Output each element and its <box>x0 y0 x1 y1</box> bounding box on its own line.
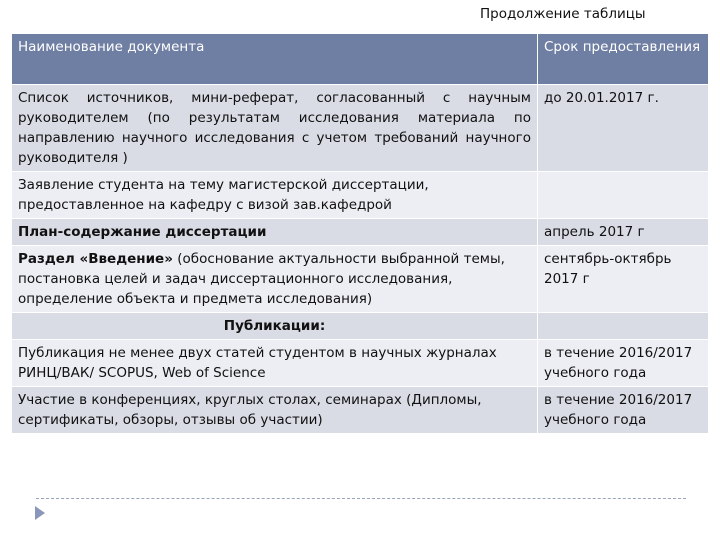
header-deadline: Срок предоставления <box>538 34 709 85</box>
deadline: в течение 2016/2017 учебного года <box>538 387 709 434</box>
arrow-icon <box>35 506 45 520</box>
document-name <box>12 246 538 313</box>
header-document-name: Наименование документа <box>12 34 538 85</box>
table-row <box>12 387 709 434</box>
document-name-bold: Раздел «Введение» <box>18 251 173 267</box>
table-row <box>12 219 709 246</box>
table-row <box>12 246 709 313</box>
deadline: в течение 2016/2017 учебного года <box>538 340 709 387</box>
document-name: Заявление студента на тему магистерской диссертации, предоставленное на кафедру с визой зав.кафедрой <box>12 172 538 219</box>
deadline: сентябрь-октябрь 2017 г <box>538 246 709 313</box>
deadline: до 20.01.2017 г. <box>538 85 709 172</box>
table-caption: Продолжение таблицы <box>480 6 646 22</box>
document-name: Список источников, мини-реферат, согласованный с научным руководителем (по результатам исследования материала по направлению научного исследования с учетом требований научного руководителя ) <box>12 85 538 172</box>
section-title: Публикации: <box>12 313 538 340</box>
document-name: План-содержание диссертации <box>12 219 538 246</box>
document-name-rest: (обоснование актуальности выбранной темы, постановка целей и задач диссертационного исследования, определение объекта и предмета исследования) <box>18 251 505 307</box>
footer-divider <box>36 498 686 499</box>
documents-table <box>11 33 709 434</box>
deadline <box>538 172 709 219</box>
document-name: Участие в конференциях, круглых столах, семинарах (Дипломы, сертификаты, обзоры, отзывы об участии) <box>12 387 538 434</box>
section-row <box>12 313 709 340</box>
document-name: Публикация не менее двух статей студентом в научных журналах РИНЦ/ВАК/ SCOPUS, Web of Science <box>12 340 538 387</box>
deadline: апрель 2017 г <box>538 219 709 246</box>
table-row <box>12 172 709 219</box>
table-header-row <box>12 34 709 85</box>
table-row <box>12 85 709 172</box>
table-row <box>12 340 709 387</box>
section-empty-cell <box>538 313 709 340</box>
